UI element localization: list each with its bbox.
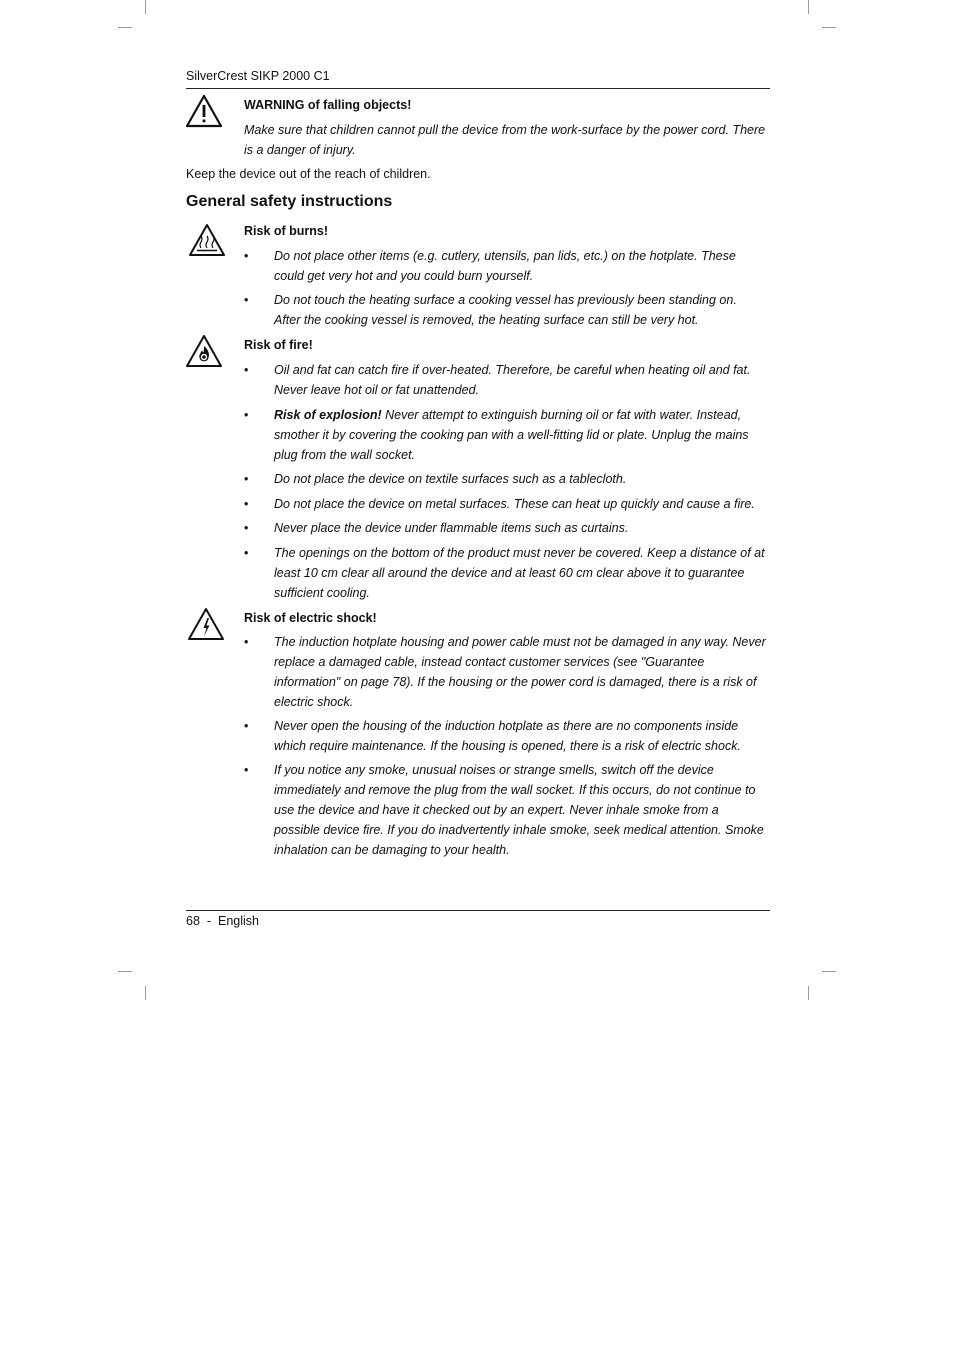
crop-mark	[822, 971, 836, 972]
shock-title: Risk of electric shock!	[244, 611, 377, 625]
hot-surface-icon	[188, 223, 226, 259]
bullet: •	[244, 293, 249, 307]
warning-title: WARNING of falling objects!	[244, 98, 412, 112]
bullet: •	[244, 249, 249, 263]
burns-title: Risk of burns!	[244, 224, 329, 238]
header-rule	[186, 88, 770, 89]
list-item-text: Do not place the device on textile surfaces such as a tablecloth.	[274, 472, 627, 486]
crop-mark	[145, 0, 146, 14]
bullet: •	[244, 521, 249, 535]
explosion-text: Never attempt to extinguish burning oil or fat with water. Instead, smother it by covering the cooking pan with a well-fitting lid or plate. Unplug the mains plug from the wall socket.	[274, 408, 749, 462]
bullet: •	[244, 408, 249, 422]
list-item-text: If you notice any smoke, unusual noises or strange smells, switch off the device immediately and remove the plug from the wall socket. If this occurs, do not continue to use the device and have it checked out by an expert. Never inhale smoke from a possible device fire. If you do inadvertently inhale smoke, seek medical attention. Smoke inhalation can be damaging to your health.	[274, 763, 764, 857]
crop-mark	[808, 986, 809, 1000]
crop-mark	[118, 27, 132, 28]
bullet: •	[244, 363, 249, 377]
bullet: •	[244, 472, 249, 486]
running-header: SilverCrest SIKP 2000 C1	[186, 69, 330, 83]
footer-rule	[186, 910, 770, 911]
keep-out-text: Keep the device out of the reach of children.	[186, 167, 431, 181]
page-number: 68	[186, 914, 200, 928]
list-item-text: Oil and fat can catch fire if over-heated. Therefore, be careful when heating oil and fat. Never leave hot oil or fat unattended.	[274, 363, 751, 397]
explosion-label: Risk of explosion!	[274, 408, 382, 422]
list-item-text: Do not place the device on metal surfaces. These can heat up quickly and cause a fire.	[274, 497, 755, 511]
crop-mark	[118, 971, 132, 972]
warning-text: Make sure that children cannot pull the device from the work-surface by the power cord. There is a danger of injury.	[244, 123, 766, 157]
fire-title: Risk of fire!	[244, 338, 313, 352]
electric-shock-icon	[187, 607, 225, 643]
bullet: •	[244, 763, 249, 777]
crop-mark	[145, 986, 146, 1000]
warning-triangle-icon	[185, 94, 223, 130]
bullet: •	[244, 497, 249, 511]
list-item-text: Never place the device under flammable items such as curtains.	[274, 521, 629, 535]
list-item-text: The openings on the bottom of the product must never be covered. Keep a distance of at least 10 cm clear all around the device and at least 60 cm clear above it to guarantee sufficient cooling.	[274, 546, 765, 600]
bullet: •	[244, 635, 249, 649]
fire-hazard-icon	[185, 334, 223, 370]
footer-separator: -	[206, 914, 212, 928]
crop-mark	[822, 27, 836, 28]
page-footer	[186, 914, 259, 928]
crop-mark	[808, 0, 809, 14]
list-item-text: Never open the housing of the induction hotplate as there are no components inside which require maintenance. If the housing is opened, there is a risk of electric shock.	[274, 719, 741, 753]
footer-language: English	[217, 914, 259, 928]
list-item-text: Do not place other items (e.g. cutlery, utensils, pan lids, etc.) on the hotplate. These could get very hot and you could burn yourself.	[274, 249, 736, 283]
bullet: •	[244, 546, 249, 560]
list-item-text: The induction hotplate housing and power cable must not be damaged in any way. Never replace a damaged cable, instead contact customer services (see "Guarantee information" on page 78). If the housing or the power cord is damaged, there is a risk of electric shock.	[274, 635, 766, 709]
list-item-text	[274, 405, 766, 465]
list-item-text: Do not touch the heating surface a cooking vessel has previously been standing on. After the cooking vessel is removed, the heating surface can still be very hot.	[274, 293, 737, 327]
section-title: General safety instructions	[186, 193, 393, 210]
bullet: •	[244, 719, 249, 733]
